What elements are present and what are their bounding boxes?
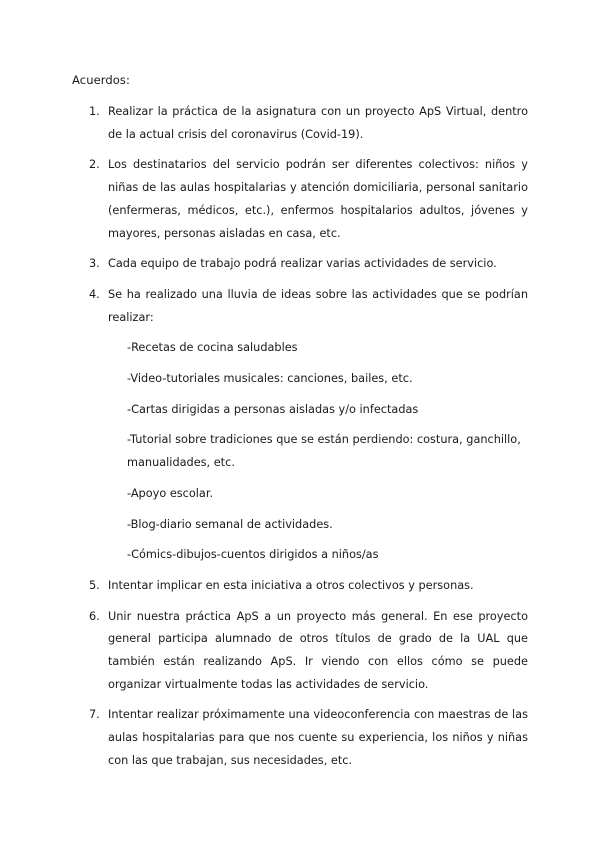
list-item-number: 5. — [89, 578, 100, 592]
list-item-text: Intentar realizar próximamente una videoconferencia con maestras de las aulas hospitalarias para que nos cuente su experiencia, los niños y niñas con las que trabajan, sus necesidades, etc. — [108, 708, 528, 767]
list-item-number: 7. — [89, 708, 100, 722]
list-item — [72, 575, 528, 598]
activity-subitem: -Video-tutoriales musicales: canciones, bailes, etc. — [127, 372, 413, 386]
list-item-number: 3. — [89, 257, 100, 271]
list-item — [72, 284, 528, 567]
activity-subitem: -Cartas dirigidas a personas aisladas y/o infectadas — [127, 402, 419, 416]
list-item — [72, 154, 528, 245]
list-item — [72, 253, 528, 276]
activities-sublist — [108, 337, 528, 567]
list-item-number: 4. — [89, 287, 100, 301]
activity-subitem: -Cómics-dibujos-cuentos dirigidos a niños/as — [127, 548, 379, 562]
activity-subitem: -Recetas de cocina saludables — [127, 341, 298, 355]
list-item-text: Unir nuestra práctica ApS a un proyecto más general. En ese proyecto general participa alumnado de otros títulos de grado de la UAL que también están realizando ApS. Ir viendo con ellos cómo se puede organizar virtualmente todas las actividades de servicio. — [108, 609, 528, 691]
list-item-number: 2. — [89, 158, 100, 172]
list-item-text: Se ha realizado una lluvia de ideas sobre las actividades que se podrían realizar: — [108, 287, 528, 324]
activity-subitem: -Apoyo escolar. — [127, 486, 214, 500]
list-item-number: 1. — [89, 105, 100, 118]
list-item-text: Realizar la práctica de la asignatura con un proyecto ApS Virtual, dentro de la actual crisis del coronavirus (Covid-19). — [108, 105, 528, 141]
activity-subitem: -Blog-diario semanal de actividades. — [127, 517, 333, 531]
agreements-list — [72, 101, 528, 781]
list-item-text: Intentar implicar en esta iniciativa a otros colectivos y personas. — [108, 578, 474, 592]
list-item — [72, 704, 528, 772]
list-item-number: 6. — [89, 609, 100, 623]
activity-subitem: -Tutorial sobre tradiciones que se están perdiendo: costura, ganchillo, manualidades, etc. — [127, 433, 521, 470]
document-heading: Acuerdos: — [72, 73, 130, 87]
list-item-text: Los destinatarios del servicio podrán ser diferentes colectivos: niños y niñas de las aulas hospitalarias y atención domiciliaria, personal sanitario (enfermeras, médicos, etc.), enfermos hospitalarios adultos, jóvenes y mayores, personas aisladas en casa, etc. — [108, 158, 528, 240]
list-item-text: Cada equipo de trabajo podrá realizar varias actividades de servicio. — [108, 257, 497, 271]
list-item — [72, 101, 528, 146]
list-item — [72, 606, 528, 697]
